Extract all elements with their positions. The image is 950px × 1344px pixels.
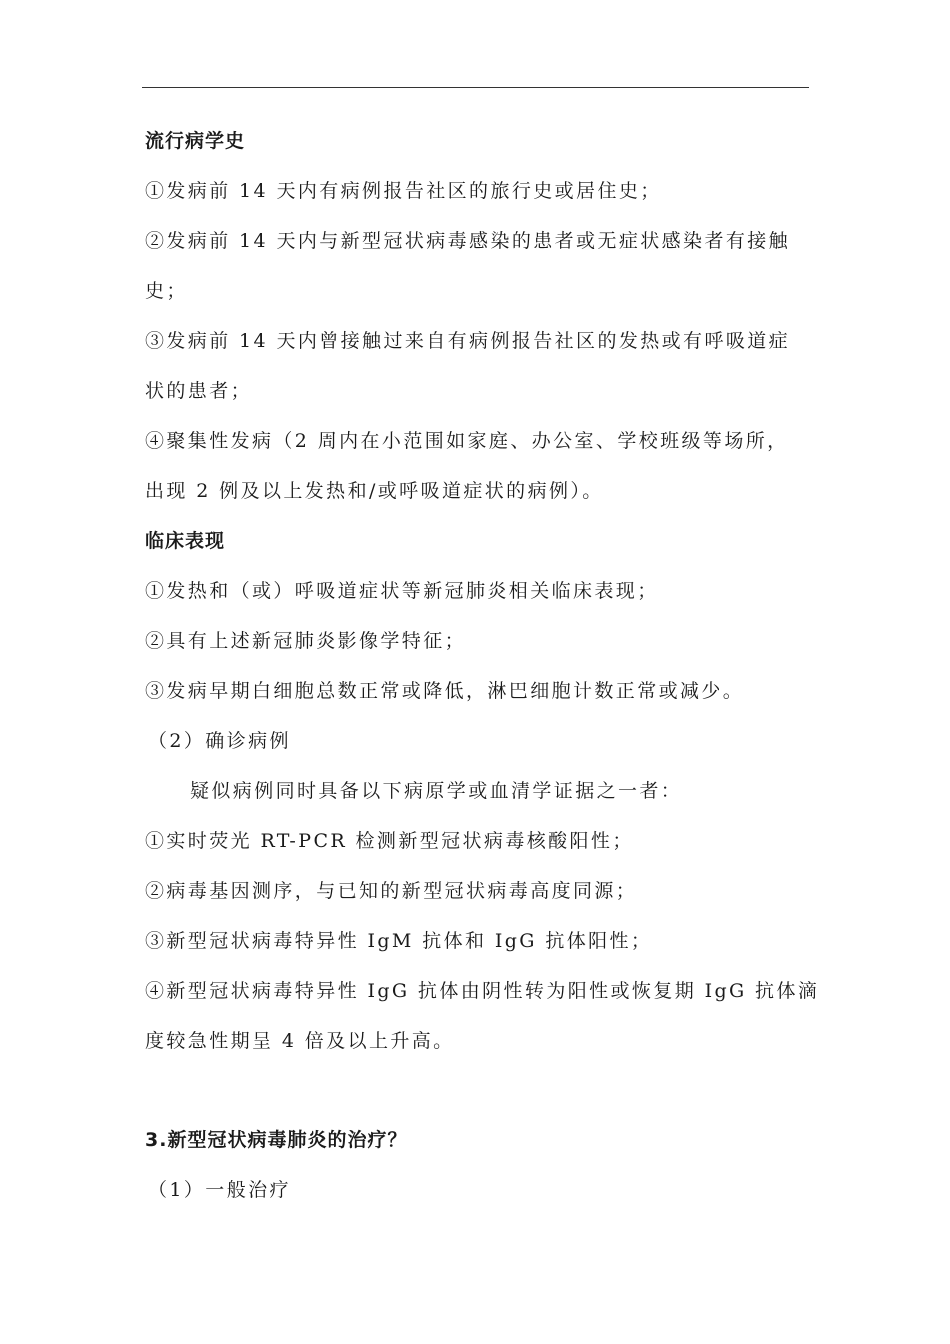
confirmed-item-4-line-1: ④新型冠状病毒特异性 IgG 抗体由阴性转为阳性或恢复期 IgG 抗体滴 xyxy=(145,980,820,1002)
epi-item-3-line-2: 状的患者； xyxy=(145,380,253,402)
section-heading-clinical: 临床表现 xyxy=(145,530,226,552)
epi-item-1: ①发病前 14 天内有病例报告社区的旅行史或居住史； xyxy=(145,180,662,202)
epi-item-2-line-1: ②发病前 14 天内与新型冠状病毒感染的患者或无症状感染者有接触 xyxy=(145,230,791,252)
epi-item-4-line-1: ④聚集性发病（2 周内在小范围如家庭、办公室、学校班级等场所， xyxy=(145,430,789,452)
confirmed-item-1: ①实时荧光 RT-PCR 检测新型冠状病毒核酸阳性； xyxy=(145,830,634,852)
confirmed-intro: 疑似病例同时具备以下病原学或血清学证据之一者： xyxy=(190,780,683,802)
confirmed-item-4-line-2: 度较急性期呈 4 倍及以上升高。 xyxy=(145,1030,455,1052)
header-rule xyxy=(142,87,809,88)
subheading-general-treatment: （1）一般治疗 xyxy=(148,1179,291,1201)
epi-item-3-line-1: ③发病前 14 天内曾接触过来自有病例报告社区的发热或有呼吸道症 xyxy=(145,330,791,352)
confirmed-item-3: ③新型冠状病毒特异性 IgM 抗体和 IgG 抗体阳性； xyxy=(145,930,653,952)
clinical-item-3: ③发病早期白细胞总数正常或降低，淋巴细胞计数正常或减少。 xyxy=(145,680,745,702)
subheading-confirmed-cases: （2）确诊病例 xyxy=(148,730,291,752)
clinical-item-1: ①发热和（或）呼吸道症状等新冠肺炎相关临床表现； xyxy=(145,580,659,602)
confirmed-item-2: ②病毒基因测序，与已知的新型冠状病毒高度同源； xyxy=(145,880,638,902)
clinical-item-2: ②具有上述新冠肺炎影像学特征； xyxy=(145,630,467,652)
section-heading-epidemiology: 流行病学史 xyxy=(145,130,246,152)
section-heading-treatment: 3.新型冠状病毒肺炎的治疗？ xyxy=(145,1129,408,1151)
epi-item-2-line-2: 史； xyxy=(145,280,188,302)
epi-item-4-line-2: 出现 2 例及以上发热和/或呼吸道症状的病例）。 xyxy=(145,480,604,502)
